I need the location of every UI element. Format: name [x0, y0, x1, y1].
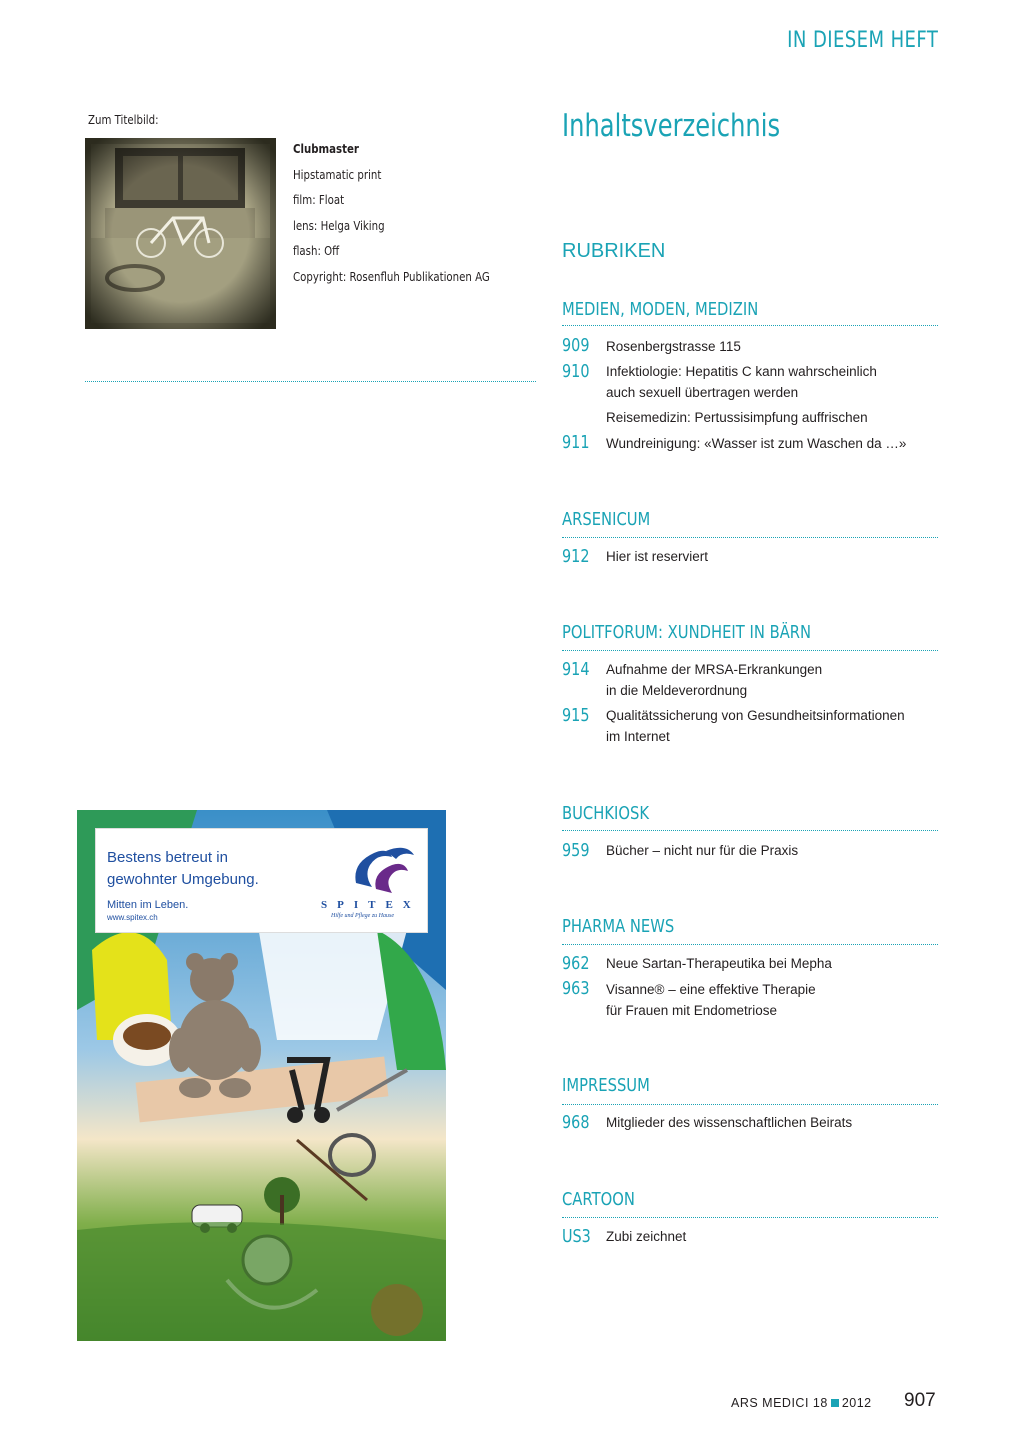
toc-section-heading: IMPRESSUM: [562, 1075, 650, 1096]
toc-section-heading: BUCHKIOSK: [562, 803, 650, 824]
toc-entry: Wundreinigung: «Wasser ist zum Waschen da …»: [606, 436, 907, 451]
section-label: IN DIESEM HEFT: [786, 28, 938, 53]
toc-entry: Bücher – nicht nur für die Praxis: [606, 843, 799, 858]
section-divider: [562, 1104, 938, 1105]
toc-page-number: 959: [562, 840, 590, 861]
toc-page-number: 968: [562, 1112, 590, 1133]
toc-page-number: 910: [562, 361, 590, 382]
toc-page-number: 912: [562, 546, 590, 567]
footer-journal: ARS MEDICI 18 2012: [731, 1396, 872, 1410]
cover-line: flash: Off: [293, 244, 340, 258]
toc-section-heading: CARTOON: [562, 1189, 635, 1210]
cover-line: Hipstamatic print: [293, 167, 382, 182]
toc-entry: Qualitätssicherung von Gesundheitsinformationen im Internet: [606, 708, 905, 744]
toc-entry: Neue Sartan-Therapeutika bei Mepha: [606, 956, 832, 971]
toc-section-heading: PHARMA NEWS: [562, 916, 675, 937]
square-icon: [831, 1399, 839, 1407]
section-divider: [562, 537, 938, 538]
ad-tagline: [107, 847, 307, 891]
toc-entry: Mitglieder des wissenschaftlichen Beirats: [606, 1115, 853, 1130]
toc-page-number: 963: [562, 978, 590, 999]
section-divider: [562, 944, 938, 945]
cover-label: Zum Titelbild:: [88, 113, 159, 127]
section-divider: [562, 325, 938, 326]
section-divider: [562, 830, 938, 831]
toc-entry: Rosenbergstrasse 115: [606, 339, 741, 354]
toc-entry: Zubi zeichnet: [606, 1229, 687, 1244]
toc-section-heading: POLITFORUM: XUNDHEIT IN BÄRN: [562, 622, 812, 643]
ad-brand: SPITEX: [321, 899, 421, 911]
toc-page-number: 915: [562, 705, 590, 726]
section-divider: [562, 650, 938, 651]
ad-slogan: Mitten im Leben.: [107, 899, 189, 911]
cover-details: [293, 137, 490, 290]
section-divider: [562, 1217, 938, 1218]
toc-entry: Reisemedizin: Pertussisimpfung auffrischen: [606, 410, 868, 425]
cover-line: Copyright: Rosenfluh Publikationen AG: [293, 269, 490, 284]
toc-title: Inhaltsverzeichnis: [562, 108, 781, 144]
toc-entry: Aufnahme der MRSA-Erkrankungen in die Meldeverordnung: [606, 662, 823, 698]
ad-text-box: [95, 828, 428, 933]
toc-category: RUBRIKEN: [562, 240, 666, 262]
ad-tagline-line: Bestens betreut in: [107, 849, 228, 866]
page-number: 907: [904, 1390, 936, 1411]
toc-page-number: 911: [562, 432, 590, 453]
spitex-logo-icon: [348, 843, 420, 895]
ad-tagline-line: gewohnter Umgebung.: [107, 871, 259, 888]
toc-entry: Visanne® – eine effektive Therapie für Frauen mit Endometriose: [606, 982, 816, 1018]
toc-page-number: 962: [562, 953, 590, 974]
ad-url: www.spitex.ch: [107, 913, 158, 922]
cover-line: lens: Helga Viking: [293, 218, 385, 233]
ad-brand-subtitle: Hilfe und Pflege zu Hause: [331, 913, 394, 919]
toc-page-number: 909: [562, 335, 590, 356]
cover-line: film: Float: [293, 193, 345, 207]
toc-section-heading: MEDIEN, MODEN, MEDIZIN: [562, 299, 759, 320]
toc-page-number: 914: [562, 659, 590, 680]
toc-entry: Hier ist reserviert: [606, 549, 709, 564]
divider: [85, 381, 536, 382]
toc-entry: Infektiologie: Hepatitis C kann wahrscheinlich auch sexuell übertragen werden: [606, 364, 877, 400]
toc-page-number: US3: [562, 1226, 591, 1247]
cover-title: Clubmaster: [293, 142, 359, 156]
advertisement: [77, 810, 446, 1341]
toc-section-heading: ARSENICUM: [562, 509, 651, 530]
cover-photo: [85, 138, 276, 329]
